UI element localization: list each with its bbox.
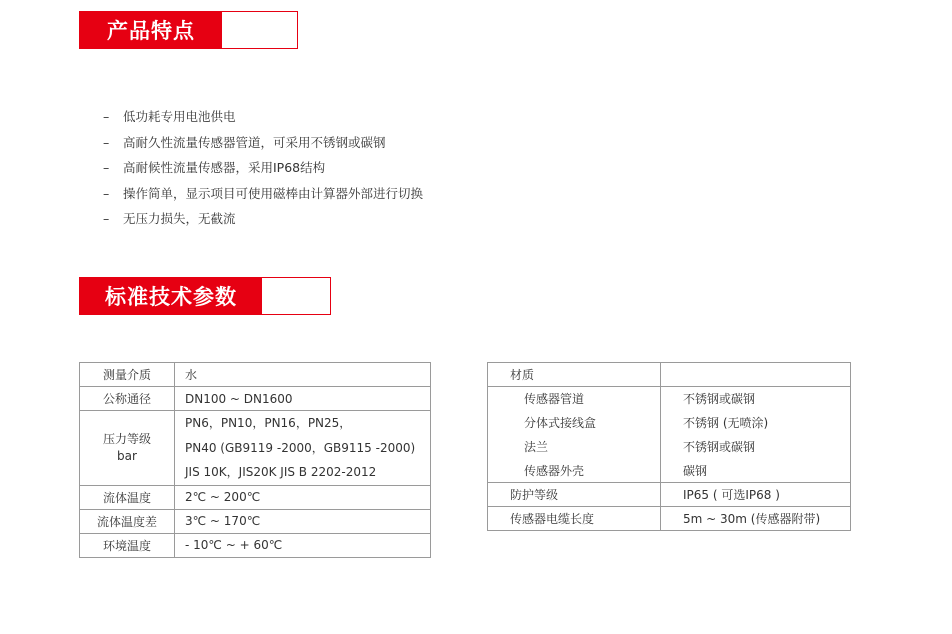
table-row bbox=[488, 411, 851, 435]
diameter-label: 公称通径 bbox=[80, 387, 175, 411]
material-item-label: 传感器外壳 bbox=[488, 459, 661, 483]
fluid-temp-diff-label: 流体温度差 bbox=[80, 509, 175, 533]
table-row bbox=[80, 509, 431, 533]
pressure-values bbox=[175, 411, 431, 486]
table-row bbox=[488, 363, 851, 387]
bullet-dash: – bbox=[103, 211, 110, 226]
protection-value: IP65 ( 可选IP68 ) bbox=[661, 483, 851, 507]
protection-label: 防护等级 bbox=[488, 483, 661, 507]
fluid-temp-value: 2℃ ~ 200℃ bbox=[175, 485, 431, 509]
material-item-value: 不锈钢或碳钢 bbox=[661, 435, 851, 459]
spec-table-right bbox=[487, 362, 851, 531]
bullet-dash: – bbox=[103, 160, 110, 175]
material-item-label: 传感器管道 bbox=[488, 387, 661, 411]
feature-list bbox=[103, 108, 423, 236]
ambient-temp-value: - 10℃ ~ + 60℃ bbox=[175, 533, 431, 557]
diameter-value: DN100 ~ DN1600 bbox=[175, 387, 431, 411]
list-item bbox=[103, 134, 423, 160]
table-row bbox=[488, 435, 851, 459]
table-row bbox=[80, 387, 431, 411]
bullet-dash: – bbox=[103, 109, 110, 124]
table-row bbox=[80, 363, 431, 387]
spec-table-left bbox=[79, 362, 431, 558]
fluid-temp-diff-value: 3℃ ~ 170℃ bbox=[175, 509, 431, 533]
material-item-value: 碳钢 bbox=[661, 459, 851, 483]
cable-label: 传感器电缆长度 bbox=[488, 507, 661, 531]
medium-value: 水 bbox=[175, 363, 431, 387]
feature-text: 无压力损失，无截流 bbox=[123, 211, 236, 226]
bullet-dash: – bbox=[103, 134, 110, 150]
list-item bbox=[103, 159, 423, 185]
table-row bbox=[80, 411, 431, 486]
bullet-dash: – bbox=[103, 185, 110, 201]
list-item bbox=[103, 185, 423, 211]
list-item bbox=[103, 210, 423, 236]
fluid-temp-label: 流体温度 bbox=[80, 485, 175, 509]
specs-section-title: 标准技术参数 bbox=[80, 278, 262, 314]
feature-text: 高耐久性流量传感器管道，可采用不锈钢或碳钢 bbox=[123, 134, 386, 150]
pressure-value-line: PN6，PN10，PN16，PN25， bbox=[185, 416, 352, 430]
table-row bbox=[488, 459, 851, 483]
table-row bbox=[80, 485, 431, 509]
table-row bbox=[488, 507, 851, 531]
ambient-temp-label: 环境温度 bbox=[80, 533, 175, 557]
medium-label: 测量介质 bbox=[80, 363, 175, 387]
material-value-empty bbox=[661, 363, 851, 387]
pressure-value-line: PN40 (GB9119 -2000，GB9115 -2000) bbox=[185, 440, 416, 455]
material-item-value: 不锈钢 (无喷涂) bbox=[661, 411, 851, 435]
material-item-value: 不锈钢或碳钢 bbox=[661, 387, 851, 411]
feature-text: 高耐候性流量传感器，采用IP68结构 bbox=[123, 160, 326, 175]
pressure-label: 压力等级 bbox=[102, 431, 151, 446]
pressure-value-line: JIS 10K，JIS20K JIS B 2202-2012 bbox=[185, 465, 377, 479]
feature-text: 低功耗专用电池供电 bbox=[123, 109, 236, 124]
pressure-label-cell bbox=[80, 411, 175, 486]
cable-value: 5m ~ 30m (传感器附带) bbox=[661, 507, 851, 531]
features-section-header bbox=[79, 11, 298, 49]
feature-text: 操作简单，显示项目可使用磁棒由计算器外部进行切换 bbox=[123, 185, 424, 201]
pressure-unit: bar bbox=[117, 448, 137, 463]
table-row bbox=[80, 533, 431, 557]
material-item-label: 法兰 bbox=[488, 435, 661, 459]
material-item-label: 分体式接线盒 bbox=[488, 411, 661, 435]
features-section-title: 产品特点 bbox=[80, 12, 222, 48]
table-row bbox=[488, 387, 851, 411]
table-row bbox=[488, 483, 851, 507]
material-label: 材质 bbox=[488, 363, 661, 387]
specs-section-header bbox=[79, 277, 331, 315]
list-item bbox=[103, 108, 423, 134]
